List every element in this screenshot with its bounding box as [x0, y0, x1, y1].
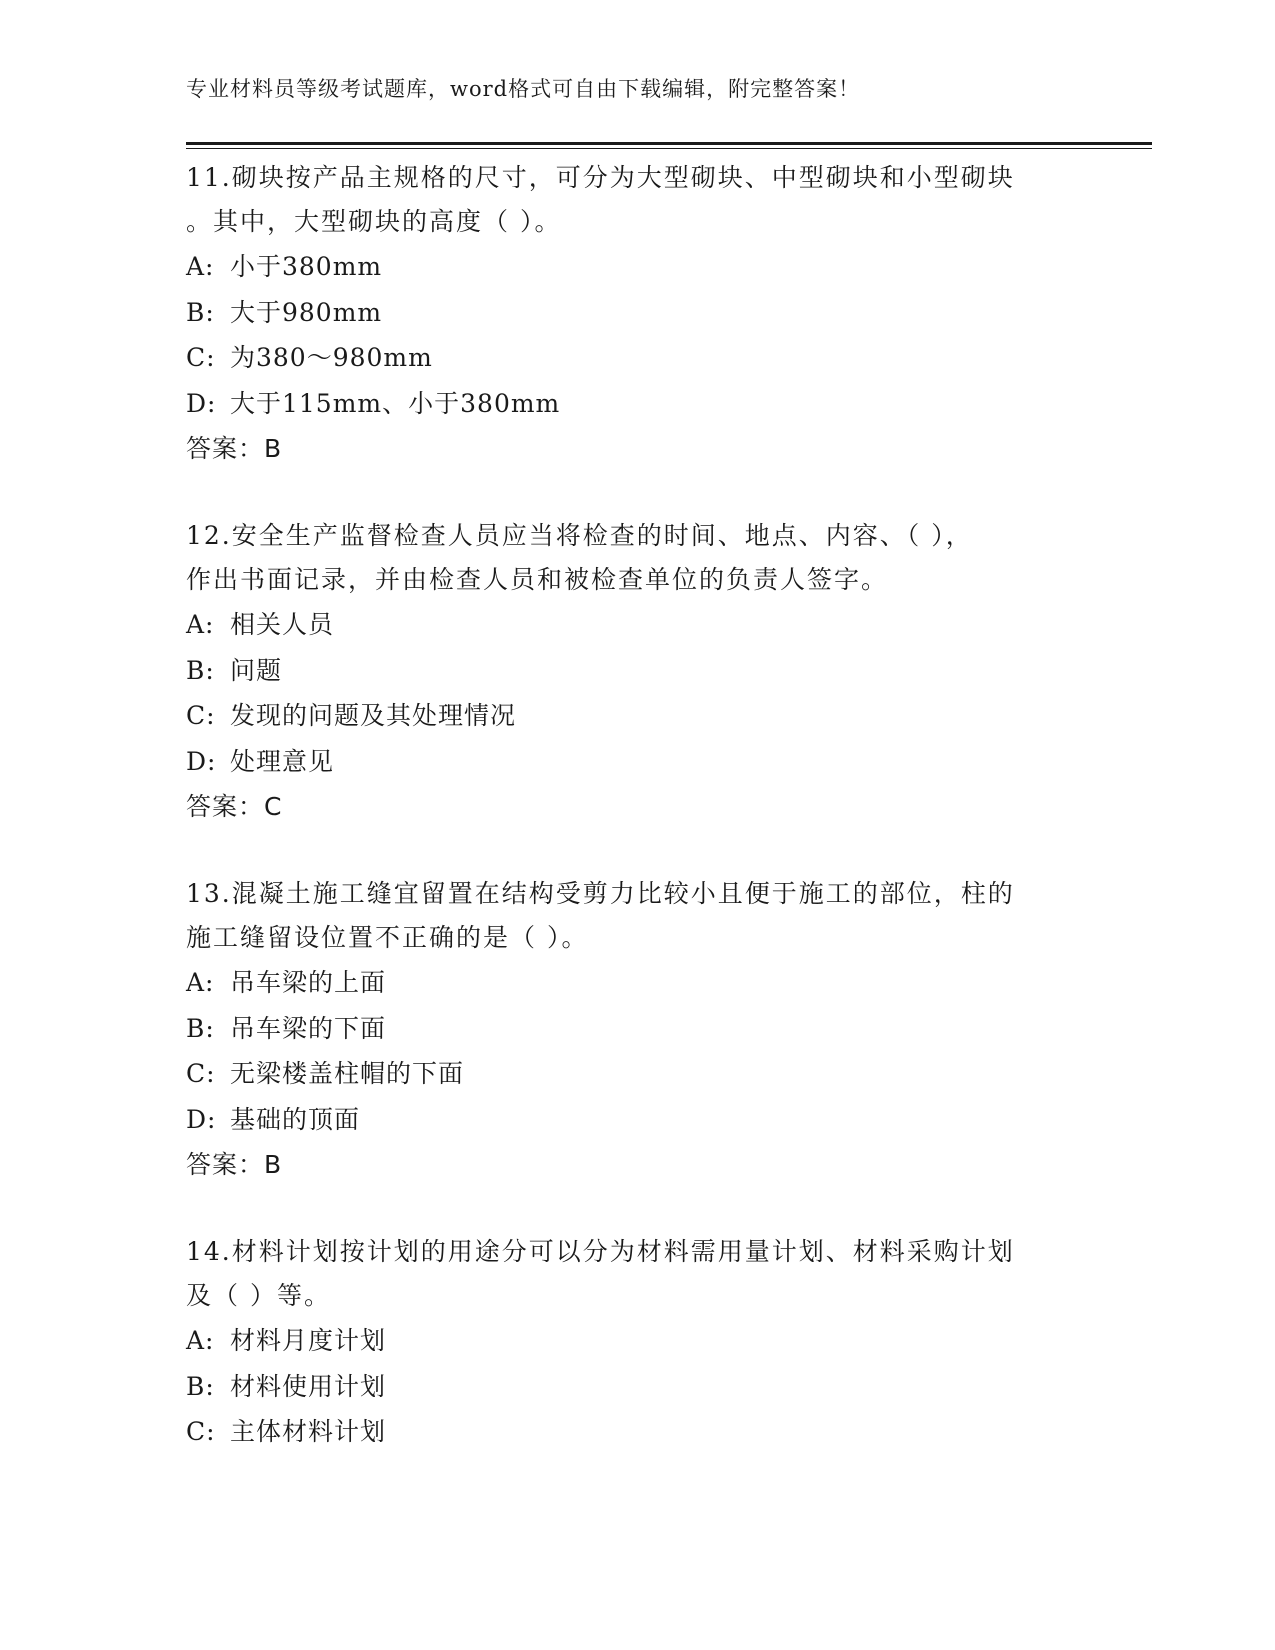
option-key: D:: [186, 746, 217, 776]
option-b: [186, 290, 1086, 336]
option-key: C:: [186, 701, 216, 730]
question-stem-line: 12.安全生产监督检查人员应当将检查的时间、地点、内容、（ ），: [186, 521, 973, 550]
option-key: D:: [186, 1104, 217, 1134]
option-text: 相关人员: [230, 610, 335, 639]
option-text: 大于115mm、小于380mm: [230, 388, 561, 418]
option-c: [186, 1409, 1086, 1455]
option-text: 吊车梁的下面: [230, 1013, 387, 1043]
answer: 答案：B: [186, 1150, 283, 1179]
question-list: [186, 156, 1086, 1455]
option-a: [186, 960, 1086, 1006]
option-a: [186, 1318, 1086, 1364]
option-c: [186, 335, 1086, 381]
option-text: 大于980mm: [230, 297, 383, 327]
question-stem-line: 及（ ）等。: [186, 1281, 331, 1310]
option-text: 吊车梁的上面: [230, 968, 387, 997]
question-stem-line: 。其中，大型砌块的高度（ ）。: [186, 207, 562, 236]
header-rule-thin: [186, 148, 1152, 149]
option-key: A:: [186, 1326, 215, 1355]
option-text: 无梁楼盖柱帽的下面: [230, 1059, 465, 1088]
option-b: [186, 648, 1086, 694]
option-text: 材料月度计划: [230, 1326, 387, 1355]
answer: 答案：C: [186, 792, 283, 821]
question-14: [186, 1230, 1086, 1455]
question-stem-line: 14.材料计划按计划的用途分可以分为材料需用量计划、材料采购计划: [186, 1237, 1015, 1266]
option-key: B:: [186, 1371, 215, 1401]
option-text: 基础的顶面: [230, 1104, 361, 1134]
option-text: 为380～980mm: [230, 343, 433, 372]
option-key: B:: [186, 297, 215, 327]
option-a: [186, 244, 1086, 290]
question-11: [186, 156, 1086, 472]
option-text: 主体材料计划: [230, 1417, 387, 1446]
question-stem-line: 11.砌块按产品主规格的尺寸，可分为大型砌块、中型砌块和小型砌块: [186, 163, 1015, 192]
spacer: [186, 830, 1086, 872]
option-text: 小于380mm: [230, 252, 383, 281]
option-key: C:: [186, 1417, 216, 1446]
answer: 答案：B: [186, 434, 283, 463]
option-text: 发现的问题及其处理情况: [230, 701, 517, 730]
option-d: [186, 1097, 1086, 1143]
question-13: [186, 872, 1086, 1188]
option-text: 材料使用计划: [230, 1371, 387, 1401]
option-key: B:: [186, 1013, 215, 1043]
question-stem-line: 作出书面记录，并由检查人员和被检查单位的负责人签字。: [186, 565, 889, 594]
option-key: A:: [186, 610, 215, 639]
option-key: A:: [186, 968, 215, 997]
question-stem-line: 13.混凝土施工缝宜留置在结构受剪力比较小且便于施工的部位，柱的: [186, 879, 1015, 908]
spacer: [186, 1188, 1086, 1230]
option-c: [186, 693, 1086, 739]
question-12: [186, 514, 1086, 830]
option-key: C:: [186, 1059, 216, 1088]
option-key: C:: [186, 343, 216, 372]
option-d: [186, 381, 1086, 427]
option-b: [186, 1364, 1086, 1410]
spacer: [186, 472, 1086, 514]
option-c: [186, 1051, 1086, 1097]
option-text: 处理意见: [230, 746, 335, 776]
option-key: D:: [186, 388, 217, 418]
option-a: [186, 602, 1086, 648]
option-text: 问题: [230, 655, 283, 685]
option-key: A:: [186, 252, 215, 281]
option-key: B:: [186, 655, 215, 685]
document-header: 专业材料员等级考试题库，word格式可自由下载编辑，附完整答案！: [186, 77, 861, 101]
question-stem-line: 施工缝留设位置不正确的是（ ）。: [186, 923, 589, 952]
option-b: [186, 1006, 1086, 1052]
header-rule-thick: [186, 142, 1152, 145]
option-d: [186, 739, 1086, 785]
